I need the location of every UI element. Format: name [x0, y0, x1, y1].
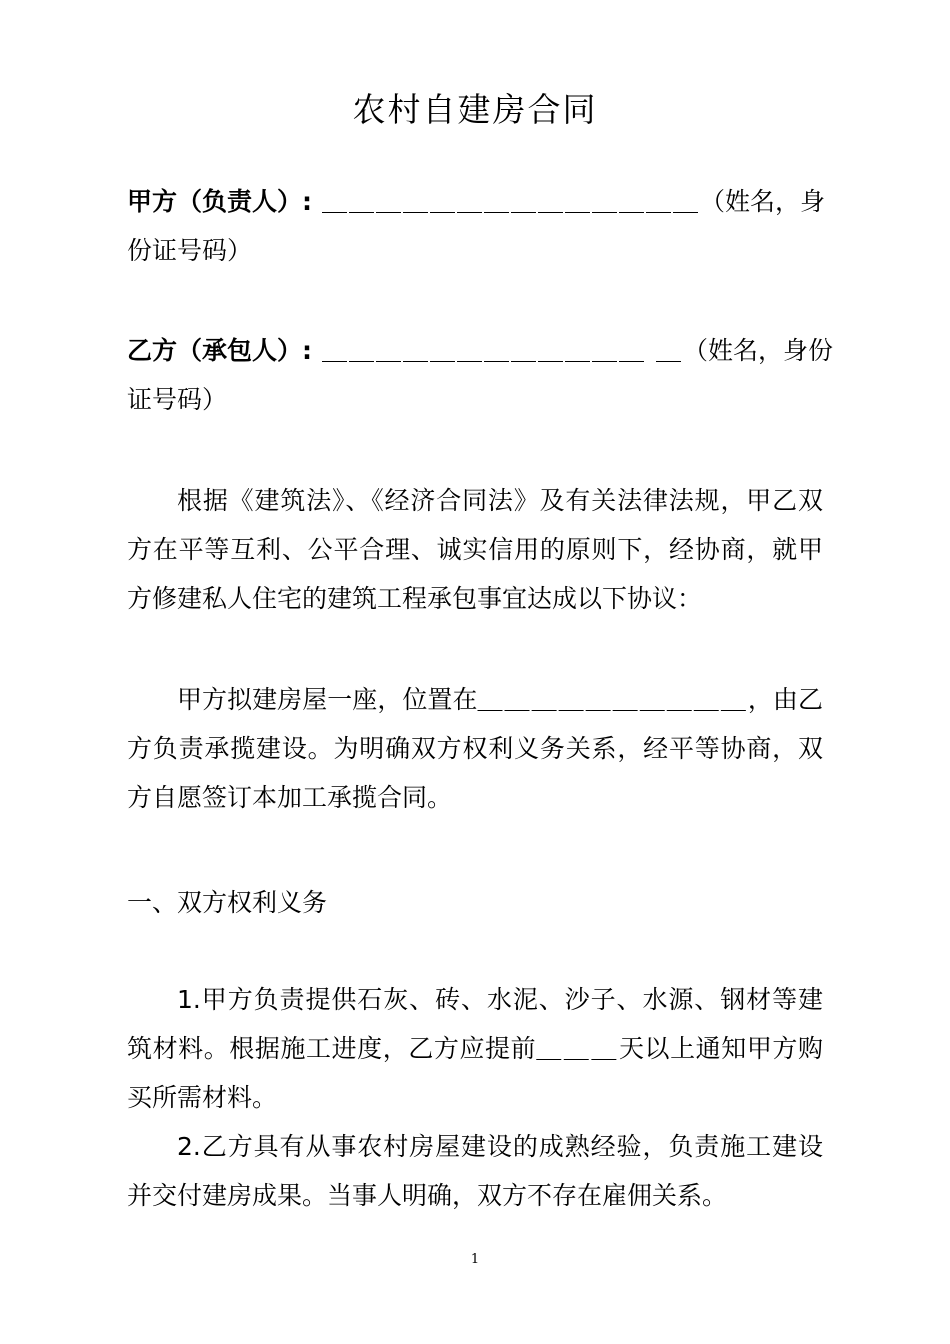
- party-a-note-continued: 份证号码）: [127, 236, 253, 265]
- party-a-blank: ＿＿＿＿＿＿＿＿＿＿＿＿＿＿: [322, 187, 701, 216]
- page-number: 1: [470, 1252, 480, 1267]
- party-b-note: （姓名，身份: [682, 336, 833, 365]
- item-1-text-after: 天以上通知甲方购买所需材料。: [127, 1034, 823, 1112]
- location-text-before: 甲方拟建房屋一座，位置在: [177, 685, 478, 714]
- location-blank: ＿＿＿＿＿＿＿＿＿＿: [477, 685, 748, 714]
- item-2-paragraph: 2.乙方具有从事农村房屋建设的成熟经验，负责施工建设并交付建房成果。当事人明确，双方不存在雇佣关系。: [127, 1132, 823, 1210]
- document-title: 农村自建房合同: [352, 90, 598, 129]
- party-b-label: 乙方（承包人）:: [127, 336, 312, 365]
- location-paragraph: [127, 675, 823, 822]
- item-1-paragraph: [127, 975, 823, 1122]
- party-b-block: [127, 326, 833, 424]
- item-1-text-before: 1.甲方负责提供石灰、砖、水泥、沙子、水源、钢材等建筑材料。根据施工进度，乙方应提前: [127, 985, 823, 1063]
- preamble-paragraph: 根据《建筑法》、《经济合同法》及有关法律法规，甲乙双方在平等互利、公平合理、诚实信用的原则下，经协商，就甲方修建私人住宅的建筑工程承包事宜达成以下协议：: [127, 486, 823, 613]
- party-b-note-continued: 证号码）: [127, 385, 228, 414]
- party-a-label: 甲方（负责人）:: [127, 187, 312, 216]
- party-a-block: [127, 177, 826, 275]
- party-b-blank: ＿＿＿＿＿＿＿＿＿＿＿＿ ＿: [322, 336, 683, 365]
- party-b-line: [127, 326, 833, 375]
- item-1-blank: ＿＿＿: [536, 1034, 619, 1063]
- section-heading: 一、双方权利义务: [127, 888, 328, 917]
- party-a-note: （姓名，身: [700, 187, 826, 216]
- location-text-after: ，由乙方负责承揽建设。为明确双方权利义务关系，经平等协商，双方自愿签订本加工承揽合同。: [127, 685, 823, 812]
- party-a-line: [127, 177, 826, 226]
